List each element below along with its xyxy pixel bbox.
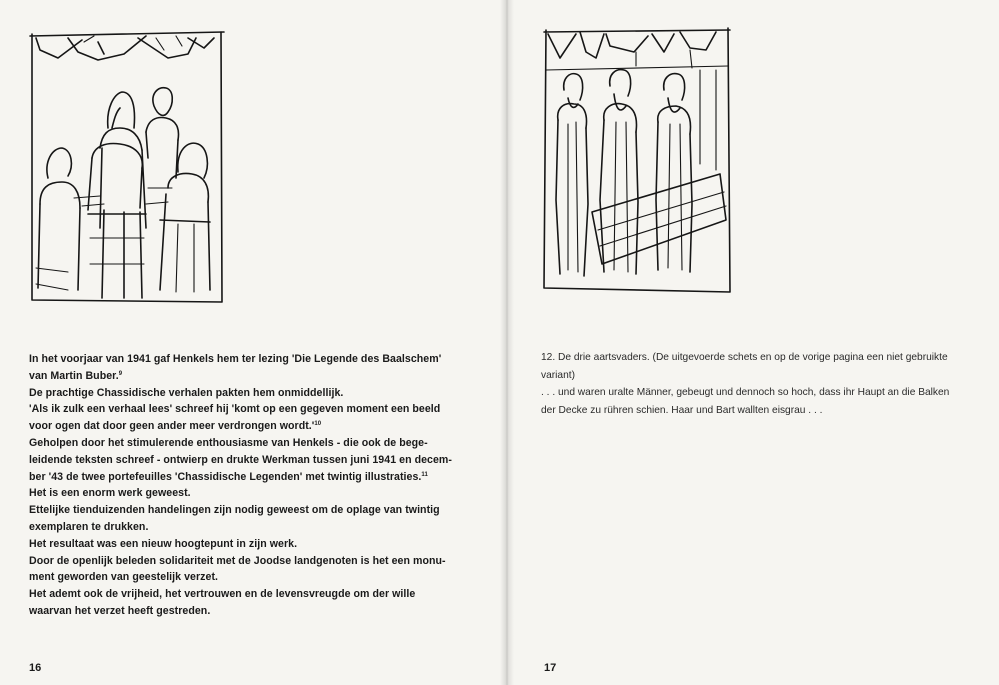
body-text-left	[29, 351, 452, 620]
footnote-marker: 9	[118, 370, 123, 377]
text-line: In het voorjaar van 1941 gaf Henkels hem ter lezing 'Die Legende des Baalschem'	[29, 353, 442, 365]
footnote-marker: 10	[314, 421, 322, 428]
text-line: Het ademt ook de vrijheid, het vertrouwen en de levensvreugde om der wille	[29, 588, 416, 601]
text-line: leidende teksten schreef - ontwierp en drukte Werkman tussen juni 1941 en decem-	[29, 453, 452, 466]
sketch-seated-figures	[28, 28, 228, 308]
text-line: De prachtige Chassidische verhalen pakten hem onmiddellijk.	[29, 386, 344, 399]
text-line: exemplaren te drukken.	[29, 520, 149, 533]
text-line: van Martin Buber.$^9$	[29, 369, 123, 382]
text-line: voor ogen dat door geen ander meer verdrongen $wordt.'^{10}$	[29, 420, 322, 433]
book-gutter	[500, 0, 514, 685]
caption-text-right	[541, 349, 971, 419]
text-line: Het resultaat was een nieuw hoogtepunt in zijn werk.	[29, 537, 298, 550]
text-line: ment geworden van geestelijk verzet.	[29, 571, 219, 584]
caption-line: 12. De drie aartsvaders. (De uitgevoerde schets en op de vorige pagina een niet gebruikte	[541, 352, 948, 363]
text-line: Geholpen door het stimulerende enthousiasme van Henkels - die ook de bege-	[29, 436, 428, 449]
caption-line: variant)	[541, 369, 575, 381]
footnote-marker: 11	[421, 471, 428, 478]
text-line: 'Als ik zulk een verhaal lees' schreef hij 'komt op een gegeven moment een beeld	[29, 403, 441, 416]
sketch-three-patriarchs	[540, 24, 735, 296]
text-line: ber '43 de twee portefeuilles 'Chassidische Legenden' met twintig illustraties.$^{11}$	[29, 470, 428, 483]
text-line: waarvan het verzet heeft gestreden.	[29, 604, 211, 617]
caption-line: der Decke zu rühren schien. Haar und Bart wallten eisgrau . . .	[541, 404, 823, 416]
text-line: Het is een enorm werk geweest.	[29, 487, 191, 500]
text-line: Ettelijke tienduizenden handelingen zijn nodig geweest om de oplage van twintig	[29, 504, 440, 517]
page-number-right: 17	[544, 662, 557, 674]
page-number-left: 16	[29, 662, 42, 674]
text-line: Door de openlijk beleden solidariteit met de Joodse landgenoten is het een monu-	[29, 554, 446, 567]
caption-line: . . . und waren uralte Männer, gebeugt und dennoch so hoch, dass ihr Haupt an die Balken	[541, 387, 950, 399]
